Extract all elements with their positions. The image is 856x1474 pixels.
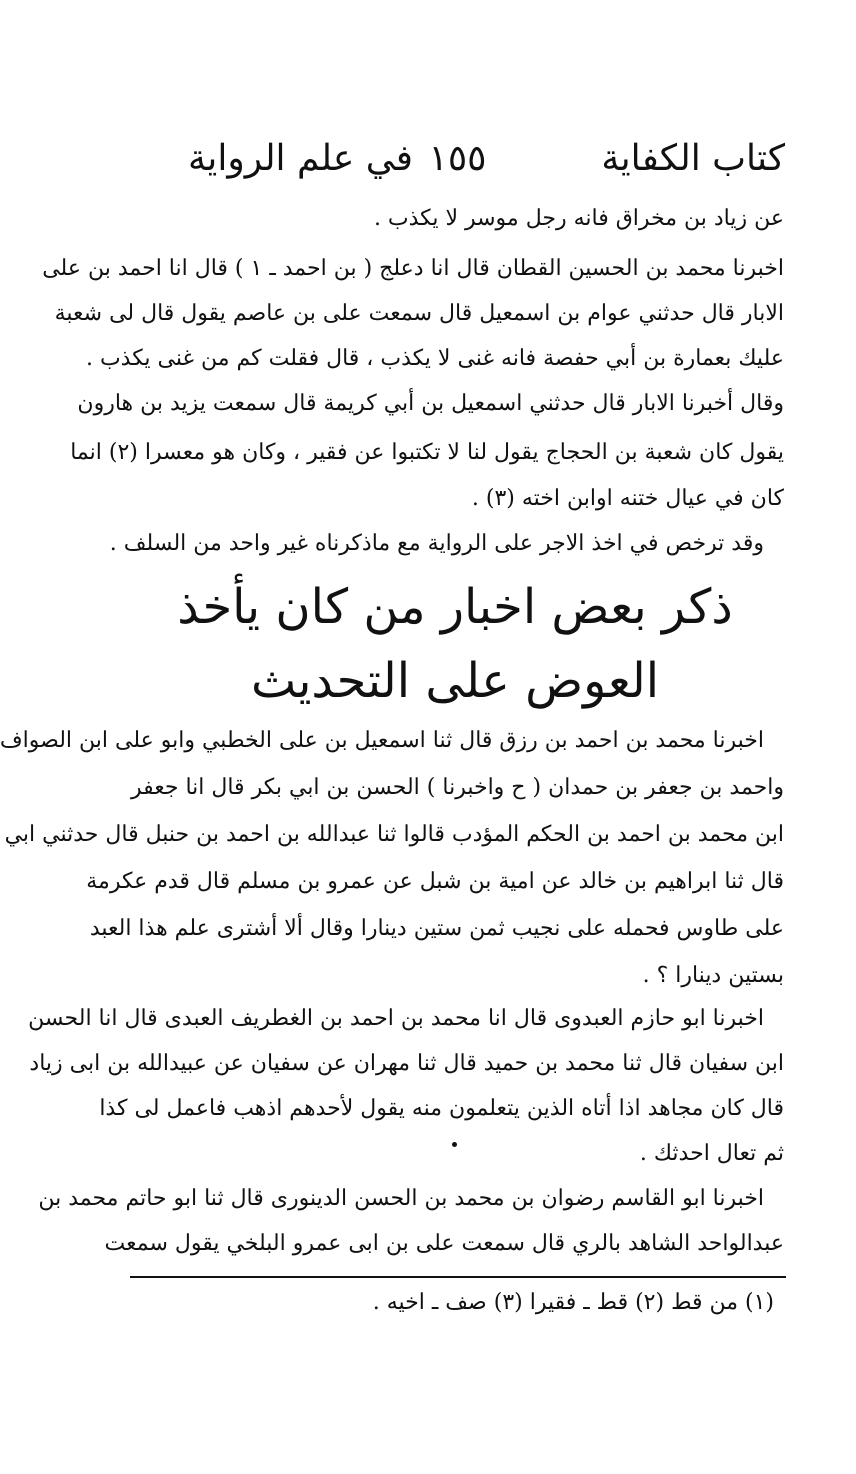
text-line: وقال أخبرنا الابار قال حدثني اسمعيل بن أبي كريمة قال سمعت يزيد بن هارون <box>77 391 784 416</box>
text-line: كان في عيال ختنه اوابن اخته (٣) . <box>471 486 784 511</box>
text-line: اخبرنا ابو حازم العبدوى قال انا محمد بن احمد بن الغطريف العبدى قال انا الحسن <box>28 1006 764 1031</box>
text-line: عن زياد بن مخراق فانه رجل موسر لا يكذب . <box>373 206 784 231</box>
section-subtitle: في علم الرواية <box>188 138 413 179</box>
footnote-divider <box>130 1276 786 1278</box>
text-line: ابن محمد بن احمد بن الحكم المؤدب قالوا ثنا عبدالله بن احمد بن حنبل قال حدثني ابي <box>4 822 784 847</box>
text-line: قال ثنا ابراهيم بن خالد عن امية بن شبل عن عمرو بن مسلم قال قدم عكرمة <box>86 869 784 894</box>
text-line: عبدالواحد الشاهد بالري قال سمعت على بن ابى عمرو البلخي يقول سمعت <box>104 1231 784 1256</box>
text-line: ابن سفيان قال ثنا محمد بن حميد قال ثنا مهران عن سفيان عن عبيدالله بن ابى زياد <box>29 1051 784 1076</box>
footnote: (١) من قط (٢) قط ـ فقيرا (٣) صف ـ اخيه . <box>372 1290 774 1315</box>
text-line: بستين دينارا ؟ . <box>642 963 784 988</box>
section-heading-line-2: العوض على التحديث <box>250 653 660 709</box>
running-header <box>130 138 785 188</box>
text-line: عليك بعمارة بن أبي حفصة فانه غنى لا يكذب ، قال فقلت كم من غنى يكذب . <box>85 346 784 371</box>
text-line: الابار قال حدثني عوام بن اسمعيل قال سمعت على بن عاصم يقول قال لى شعبة <box>54 301 784 326</box>
text-line: قال كان مجاهد اذا أتاه الذين يتعلمون منه يقول لأحدهم اذهب فاعمل لى كذا <box>99 1096 784 1121</box>
section-heading-line-1: ذكر بعض اخبار من كان يأخذ <box>177 579 733 635</box>
book-title: كتاب الكفاية <box>601 138 785 179</box>
text-line: اخبرنا ابو القاسم رضوان بن محمد بن الحسن الدينورى قال ثنا ابو حاتم محمد بن <box>38 1186 764 1211</box>
text-line: وقد ترخص في اخذ الاجر على الرواية مع ماذكرناه غير واحد من السلف . <box>109 531 764 556</box>
text-line: اخبرنا محمد بن الحسين القطان قال انا دعلج ( بن احمد ـ ١ ) قال انا احمد بن على <box>42 256 784 281</box>
text-line: يقول كان شعبة بن الحجاج يقول لنا لا تكتبوا عن فقير ، وكان هو معسرا (٢) انما <box>70 440 784 465</box>
text-line: اخبرنا محمد بن احمد بن رزق قال ثنا اسمعيل بن على الخطبي وابو على ابن الصواف <box>0 728 764 753</box>
text-line: ثم تعال احدثك . <box>639 1141 784 1166</box>
page-number: ١٥٥ <box>428 138 487 179</box>
text-line: واحمد بن جعفر بن حمدان ( ح واخبرنا ) الحسن بن ابي بكر قال انا جعفر <box>130 775 784 800</box>
text-line: على طاوس فحمله على نجيب ثمن ستين دينارا وقال ألا أشترى علم هذا العبد <box>89 916 784 941</box>
print-speck <box>452 1142 457 1147</box>
